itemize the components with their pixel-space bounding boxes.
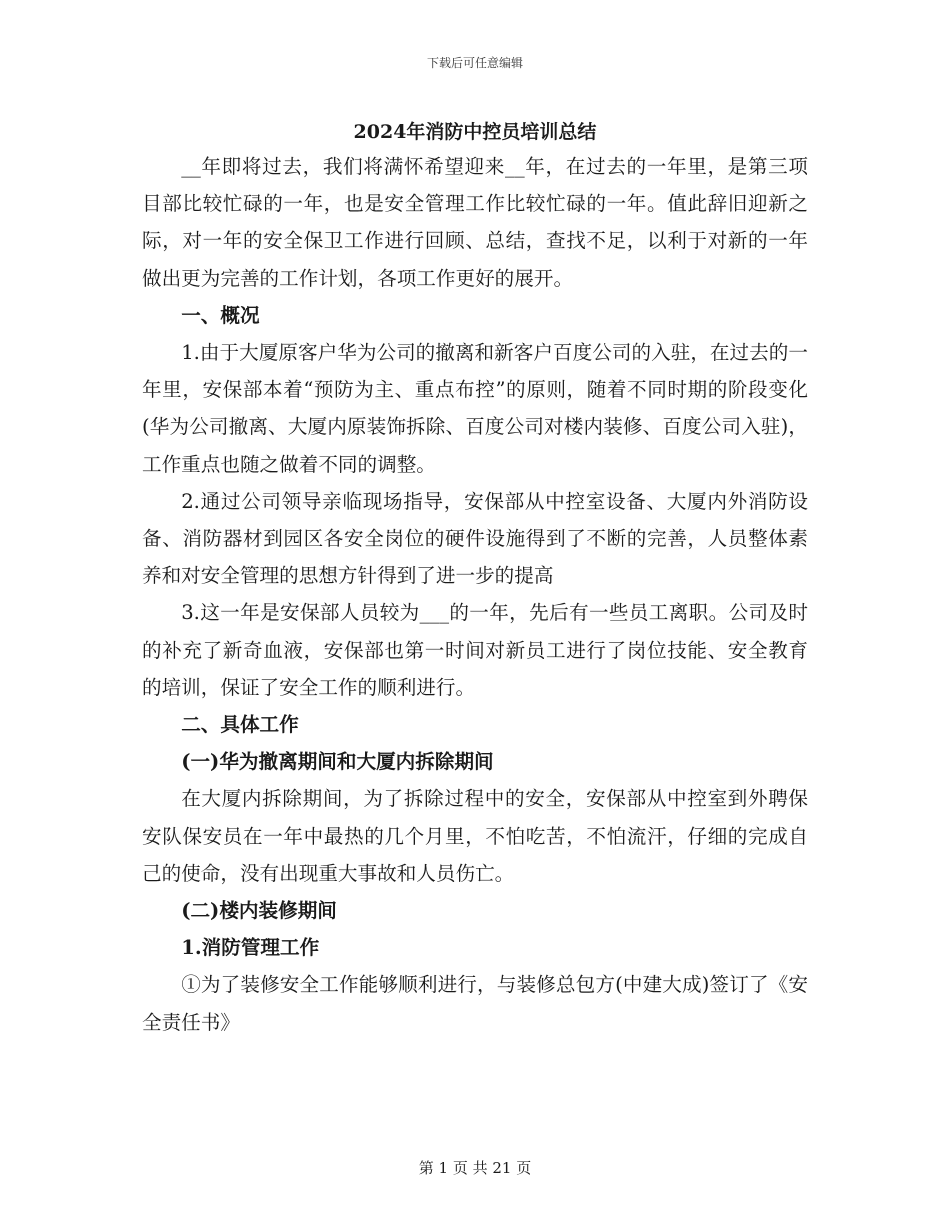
- page-header-note: 下载后可任意编辑: [426, 56, 523, 70]
- subsection-1-paragraph: 在大厦内拆除期间，为了拆除过程中的安全，安保部从中控室到外聘保安队保安员在一年中最热的几个月里，不怕吃苦，不怕流汗，仔细的完成自己的使命，没有出现重大事故和人员伤亡。: [142, 787, 808, 885]
- section-heading-overview: 一、概况: [181, 303, 260, 327]
- document-body: [142, 148, 808, 1041]
- overview-item-1: 1.由于大厦原客户华为公司的撤离和新客户百度公司的入驻，在过去的一年里，安保部本着“预防为主、重点布控”的原则，随着不同时期的阶段变化(华为公司撤离、大厦内原装饰拆除、百度公司对楼内装修、百度公司入驻)，工作重点也随之做着不同的调整。: [142, 341, 808, 476]
- page-number: 第 1 页 共 21 页: [418, 1159, 532, 1177]
- intro-paragraph: __年即将过去，我们将满怀希望迎来__年，在过去的一年里，是第三项目部比较忙碌的一年，也是安全管理工作比较忙碌的一年。值此辞旧迎新之际，对一年的安全保卫工作进行回顾、总结，查找不足，以利于对新的一年做出更为完善的工作计划，各项工作更好的展开。: [142, 155, 808, 290]
- subsection-heading-1: (一)华为撤离期间和大厦内拆除期间: [181, 750, 494, 774]
- section-heading-specific-work: 二、具体工作: [181, 713, 299, 737]
- fire-management-item-1: ①为了装修安全工作能够顺利进行，与装修总包方(中建大成)签订了《安全责任书》: [142, 973, 808, 1034]
- subsection-heading-2: (二)楼内装修期间: [181, 899, 337, 923]
- overview-item-3: 3.这一年是安保部人员较为___的一年，先后有一些员工离职。公司及时的补充了新奇血液，安保部也第一时间对新员工进行了岗位技能、安全教育的培训，保证了安全工作的顺利进行。: [142, 601, 808, 699]
- sub-item-heading-fire-management: 1.消防管理工作: [181, 936, 320, 960]
- overview-item-2: 2.通过公司领导亲临现场指导，安保部从中控室设备、大厦内外消防设备、消防器材到园区各安全岗位的硬件设施得到了不断的完善，人员整体素养和对安全管理的思想方针得到了进一步的提高: [142, 489, 808, 588]
- document-title: 2024年消防中控员培训总结: [353, 121, 597, 143]
